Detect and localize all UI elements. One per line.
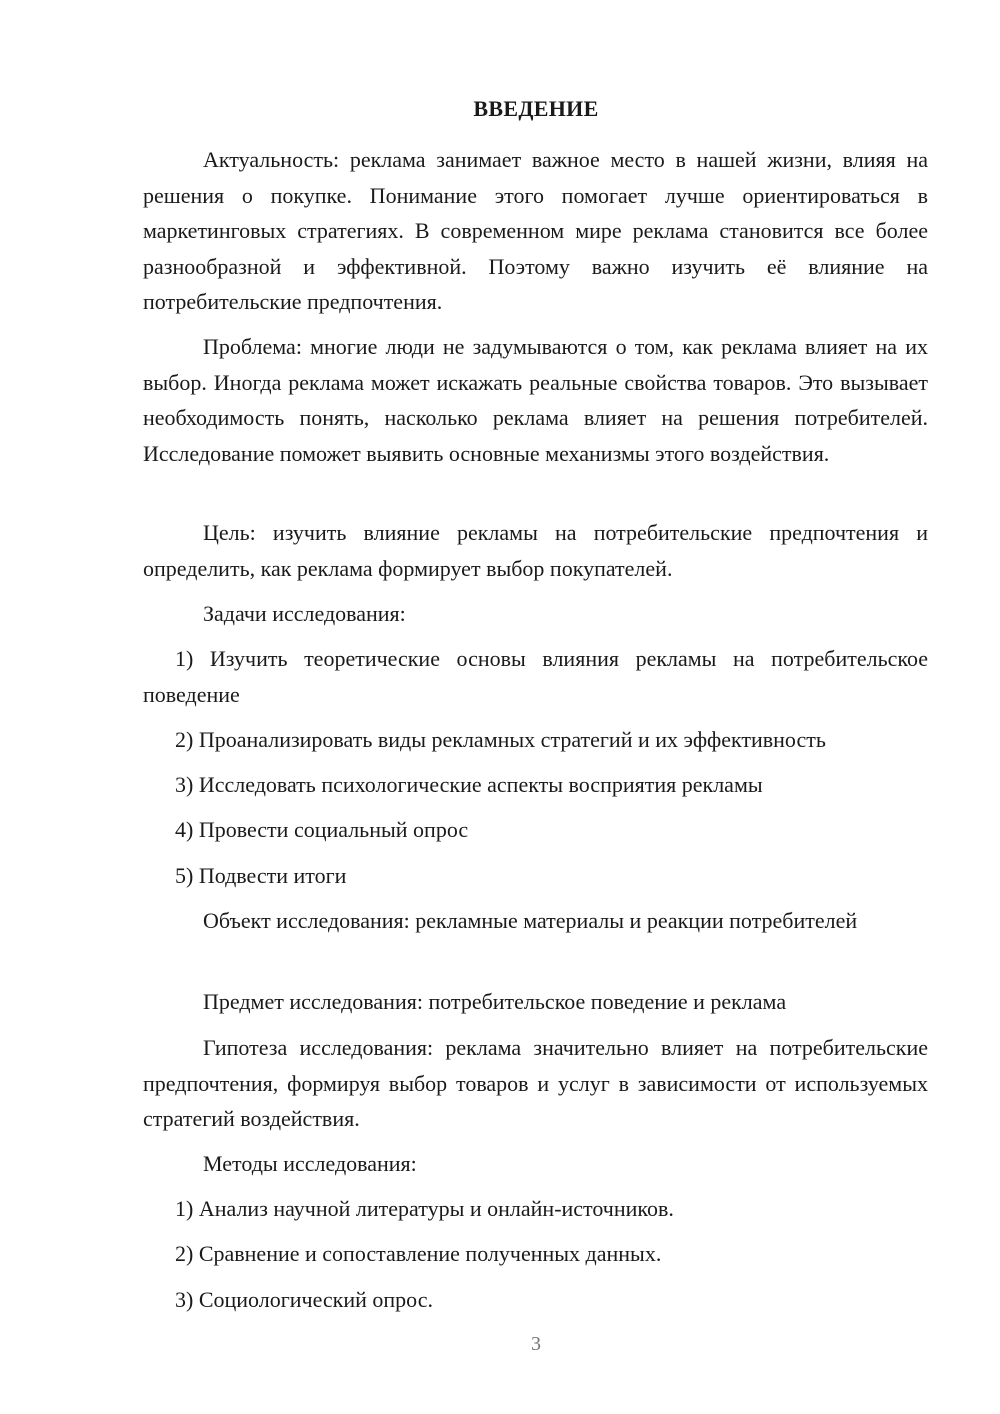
method-item-2: 2) Сравнение и сопоставление полученных данных. [175, 1241, 662, 1266]
task-item-5: 5) Подвести итоги [175, 863, 347, 888]
task-item-4: 4) Провести социальный опрос [175, 817, 469, 842]
page-number: 3 [531, 1333, 541, 1355]
object-paragraph: Объект исследования: рекламные материалы и реакции потребителей [203, 908, 858, 933]
page-title: ВВЕДЕНИЕ [473, 96, 599, 121]
tasks-heading: Задачи исследования: [203, 601, 406, 626]
subject-paragraph: Предмет исследования: потребительское поведение и реклама [203, 989, 787, 1014]
task-item-3: 3) Исследовать психологические аспекты восприятия рекламы [175, 772, 763, 797]
method-item-1: 1) Анализ научной литературы и онлайн-источников. [175, 1196, 674, 1221]
task-item-2: 2) Проанализировать виды рекламных стратегий и их эффективность [175, 727, 826, 752]
relevance-paragraph: Актуальность: реклама занимает важное место в нашей жизни, влияя на решения о покупке. Понимание этого помогает лучше ориентироваться в маркетинговых стратегиях. В современном мире реклама становится все более разнообразной и эффективной. Поэтому важно изучить её влияние на потребительские предпочтения. [143, 147, 928, 314]
method-item-3: 3) Социологический опрос. [175, 1287, 433, 1312]
goal-paragraph: Цель: изучить влияние рекламы на потребительские предпочтения и определить, как реклама формирует выбор покупателей. [143, 520, 928, 581]
hypothesis-paragraph: Гипотеза исследования: реклама значительно влияет на потребительские предпочтения, формируя выбор товаров и услуг в зависимости от используемых стратегий воздействия. [143, 1035, 928, 1131]
methods-heading: Методы исследования: [203, 1151, 417, 1176]
problem-paragraph: Проблема: многие люди не задумываются о том, как реклама влияет на их выбор. Иногда реклама может искажать реальные свойства товаров. Это вызывает необходимость понять, насколько реклама влияет на решения потребителей. Исследование поможет выявить основные механизмы этого воздействия. [143, 334, 928, 466]
task-item-1: 1) Изучить теоретические основы влияния рекламы на потребительское поведение [143, 646, 928, 707]
